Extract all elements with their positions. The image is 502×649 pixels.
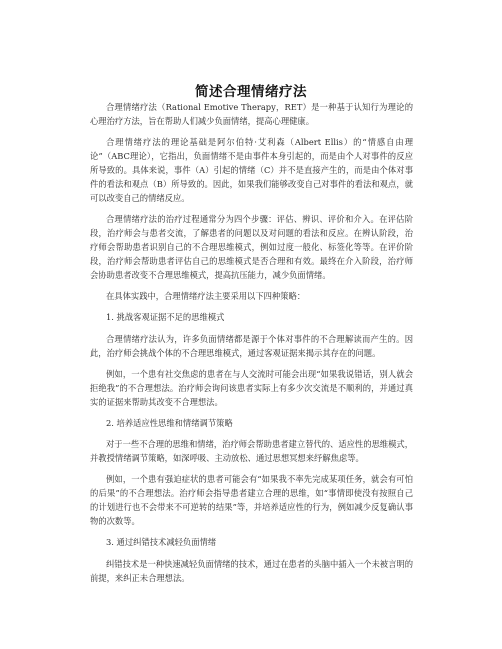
paragraph: 纠错技术是一种快速减轻负面情绪的技术，通过在患者的头脑中插入一个未被言明的前提，来纠正未合理想法。	[90, 558, 413, 583]
paragraph: 合理情绪疗法认为，许多负面情绪都是源于个体对事件的不合理解读而产生的。因此，治疗师会挑战个体的不合理思维模式，通过客观证据来揭示其存在的问题。	[90, 333, 413, 358]
paragraph: 对于一些不合理的思维和情绪，治疗师会帮助患者建立替代的、适应性的思维模式，并教授情绪调节策略，如深呼吸、主动放松、通过思想冥想来纾解焦虑等。	[90, 439, 413, 464]
paragraph: 合理情绪疗法的理论基础是阿尔伯特·艾利森（Albert Ellis）的“情感自由理论”（ABC理论），它指出，负面情绪不是由事件本身引起的，而是由个人对事件的反应所导致的。具体来说，事件（A）引起的情绪（C）并不是直接产生的，而是由个体对事件的看法和观点（B）所导致的。因此，如果我们能够改变自己对事件的看法和观点，就可以改变自己的情绪反应。	[90, 137, 413, 203]
paragraph: 合理情绪疗法的治疗过程通常分为四个步骤：评估、辨识、评价和介入。在评估阶段，治疗师会与患者交流，了解患者的问题以及对问题的看法和反应。在辨认阶段，治疗师会帮助患者识别自己的不合理思维模式，例如过度一般化、标签化等等。在评价阶段，治疗师会帮助患者评估自己的思维模式是否合理和有效。最终在介入阶段，治疗师会协助患者改变不合理思维模式，提高抗压能力，减少负面情绪。	[90, 214, 413, 280]
paragraph: 合理情绪疗法（Rational Emotive Therapy，RET）是一种基于认知行为理论的心理治疗方法，旨在帮助人们减少负面情绪，提高心理健康。	[90, 102, 413, 126]
paragraph: 在具体实践中，合理情绪疗法主要采用以下四种策略：	[106, 291, 306, 302]
section-heading: 2. 培养适应性思维和情绪调节策略	[106, 417, 233, 428]
section-heading: 3. 通过纠错技术减轻负面情绪	[106, 537, 217, 548]
document-body	[90, 101, 413, 593]
paragraph: 例如，一个患有强迫症状的患者可能会有“如果我不率先完成某项任务，就会有可怕的后果”的不合理想法。治疗师会指导患者建立合理的思维，如“事情即使没有按照自己的计划进行也不会带来不可逆转的结果”等，并培养适应性的行为，例如减少反复确认事物的次数等。	[90, 474, 413, 527]
section-heading: 1. 挑战客观证据不足的思维模式	[106, 312, 225, 323]
paragraph: 例如，一个患有社交焦虑的患者在与人交流时可能会出现“如果我说错话，别人就会拒绝我”的不合理想法。治疗师会询问该患者实际上有多少次交流是不顺利的，并通过真实的证据来帮助其改变不合理想法。	[90, 368, 413, 407]
page-title: 简述合理情绪疗法	[195, 84, 307, 100]
